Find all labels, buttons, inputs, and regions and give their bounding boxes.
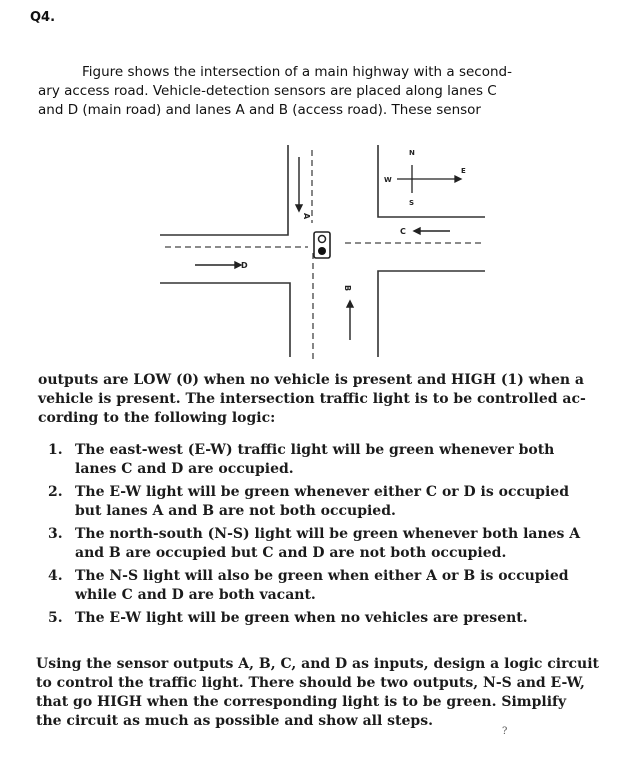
lane-c-label: C	[400, 227, 406, 236]
rule-number: 3.	[48, 526, 63, 542]
lane-b-label: B	[343, 285, 352, 292]
page-mark: ?	[502, 726, 508, 737]
logic-rules-list	[48, 441, 596, 632]
logic-rule	[48, 525, 596, 563]
logic-rule	[48, 567, 596, 605]
intro-paragraph	[38, 63, 593, 120]
traffic-light-icon	[314, 232, 330, 258]
task-instructions	[36, 655, 601, 731]
lane-a-arrow	[296, 157, 302, 211]
compass-icon	[397, 165, 461, 193]
lane-b-arrow	[347, 301, 353, 340]
rule-number: 1.	[48, 442, 63, 458]
logic-rule	[48, 609, 596, 628]
lane-a-label: A	[302, 213, 311, 220]
rule-number: 4.	[48, 568, 63, 584]
logic-rule	[48, 441, 596, 479]
body-line: outputs are LOW (0) when no vehicle is present and HIGH (1) when a	[38, 372, 584, 388]
rule-line: The N-S light will also be green when either A or B is occupied	[75, 568, 569, 584]
logic-rule	[48, 483, 596, 521]
lane-d-arrow	[195, 262, 241, 268]
question-number: Q4.	[30, 10, 56, 25]
sensor-description	[38, 371, 598, 428]
rule-line: and B are occupied but C and D are not both occupied.	[75, 545, 507, 561]
rule-line: The north-south (N-S) light will be green whenever both lanes A	[75, 526, 581, 542]
rule-line: The E-W light will be green whenever either C or D is occupied	[75, 484, 569, 500]
lane-c-arrow	[414, 228, 450, 234]
rule-number: 5.	[48, 610, 63, 626]
road-edge-bottom-left	[160, 283, 290, 357]
road-edge-bottom-right	[378, 271, 485, 357]
road-edge-top-left	[160, 145, 288, 235]
compass-east: E	[461, 167, 466, 175]
rule-line: but lanes A and B are not both occupied.	[75, 503, 396, 519]
compass-south: S	[409, 199, 415, 207]
closing-line: to control the traffic light. There should be two outputs, N-S and E-W,	[36, 675, 585, 691]
lane-d-label: D	[241, 261, 248, 270]
closing-line: that go HIGH when the corresponding light is to be green. Simplify	[36, 694, 567, 710]
closing-line: the circuit as much as possible and show all steps.	[36, 713, 433, 729]
rule-line: lanes C and D are occupied.	[75, 461, 294, 477]
rule-line: while C and D are both vacant.	[75, 587, 316, 603]
body-line: vehicle is present. The intersection traffic light is to be controlled ac-	[38, 391, 586, 407]
intro-line: Figure shows the intersection of a main highway with a second-	[82, 64, 512, 80]
rule-number: 2.	[48, 484, 63, 500]
rule-line: The E-W light will be green when no vehicles are present.	[75, 610, 528, 626]
rule-line: The east-west (E-W) traffic light will be green whenever both	[75, 442, 555, 458]
road-edge-top-right	[378, 145, 485, 217]
compass-north: N	[409, 149, 415, 157]
intro-line: and D (main road) and lanes A and B (access road). These sensor	[38, 102, 481, 118]
body-line: cording to the following logic:	[38, 410, 276, 426]
closing-line: Using the sensor outputs A, B, C, and D as inputs, design a logic circuit	[36, 656, 599, 672]
compass-west: W	[384, 176, 392, 184]
intersection-diagram	[150, 135, 490, 367]
intro-line: ary access road. Vehicle-detection sensors are placed along lanes C	[38, 83, 497, 99]
